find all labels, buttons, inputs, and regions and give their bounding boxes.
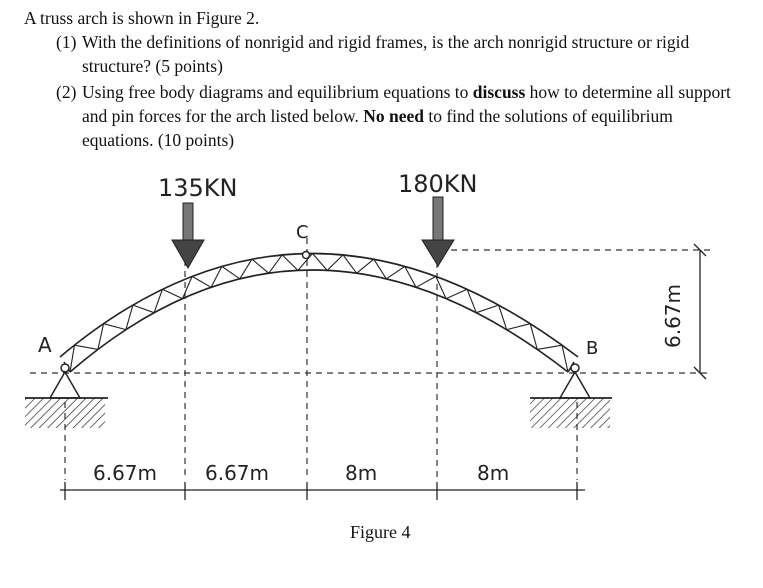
truss-web-member — [327, 255, 343, 271]
q2-text-a: Using free body diagrams and equilibrium equations to — [82, 82, 473, 102]
question-1-text: With the definitions of nonrigid and rigid frames, is the arch nonrigid structure or rigid structure? (5 points) — [82, 32, 690, 76]
load-label-2: 180KN — [398, 170, 478, 198]
node-label-a: A — [38, 333, 52, 357]
q2-bold-no-need: No need — [363, 106, 424, 126]
arch-truss — [60, 254, 578, 373]
q2-text-c: to find the solutions of equilibrium equations. (10 points) — [82, 106, 673, 150]
truss-web-member — [386, 266, 404, 278]
load-arrow-2 — [422, 197, 454, 266]
span-label-3: 8m — [345, 461, 378, 485]
truss-web-member — [222, 266, 240, 278]
load-arrow-1 — [172, 203, 204, 268]
q2-bold-discuss: discuss — [472, 82, 526, 102]
truss-web-member — [537, 345, 562, 349]
load-label-1: 135KN — [158, 174, 238, 202]
truss-web-members — [70, 254, 568, 373]
truss-web-member — [343, 255, 357, 273]
q2-text-b: how to determine all support and pin forces for the arch listed below. — [82, 82, 731, 126]
truss-web-member — [446, 289, 467, 298]
support-a — [25, 364, 108, 428]
question-1-number: (1) — [56, 32, 77, 52]
height-dimension-line — [694, 244, 706, 379]
truss-web-member — [104, 324, 126, 330]
intro-text: A truss arch is shown in Figure 2. — [24, 8, 260, 28]
truss-web-member — [416, 276, 436, 287]
truss-web-member — [75, 345, 98, 349]
node-label-b: B — [586, 338, 599, 359]
figure-caption: Figure 4 — [350, 522, 411, 542]
truss-web-member — [507, 324, 531, 330]
truss-web-member — [133, 305, 154, 313]
guide-lines — [30, 238, 710, 480]
truss-web-member — [269, 255, 282, 273]
node-label-c: C — [296, 222, 309, 243]
truss-web-member — [282, 255, 298, 271]
height-dimension-label: 6.67m — [661, 283, 685, 348]
truss-web-member — [192, 276, 211, 287]
truss-web-member — [252, 259, 269, 273]
crown-pin — [303, 252, 310, 259]
truss-web-member — [162, 289, 182, 298]
truss-web-member — [313, 254, 328, 271]
span-label-1: 6.67m — [93, 461, 158, 485]
span-label-4: 8m — [477, 461, 510, 485]
span-label-2: 6.67m — [205, 461, 270, 485]
truss-web-member — [357, 259, 374, 273]
question-2-number: (2) — [56, 82, 77, 102]
truss-web-member — [476, 305, 498, 313]
